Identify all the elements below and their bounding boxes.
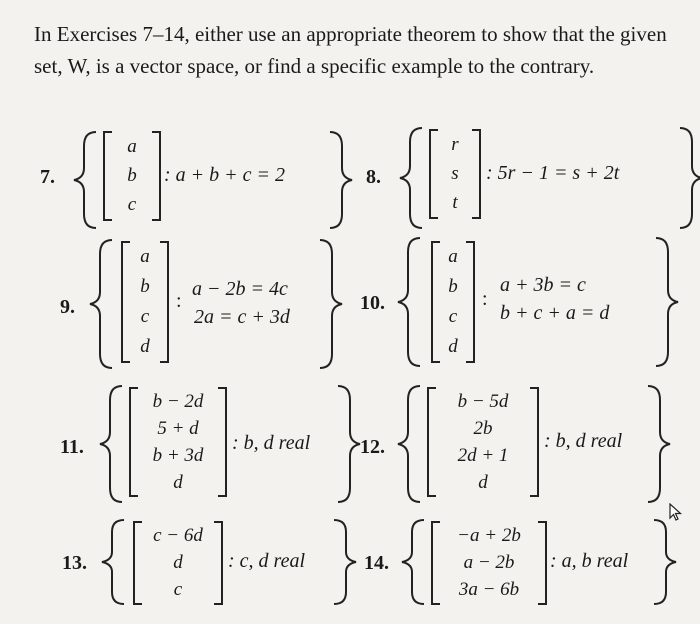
set-condition: 2a = c + 3d (194, 306, 290, 328)
column-vector (432, 522, 546, 604)
set-condition: a + 3b = c (500, 274, 586, 296)
mouse-pointer-icon (669, 503, 683, 521)
vector-entry: a (448, 246, 458, 267)
vector-entry: a − 2b (463, 551, 515, 573)
set-condition: : c, d real (228, 550, 306, 572)
exercise-number: 13. (62, 552, 87, 574)
vector-entry: a (127, 135, 137, 157)
colon: : (176, 290, 182, 312)
set-condition: b + c + a = d (500, 302, 610, 324)
vector-entry: c (448, 306, 458, 327)
vector-entry: t (452, 192, 458, 214)
vector-entry: d (173, 551, 183, 573)
vector-entry: c (173, 579, 183, 601)
vector-entry: −a + 2b (457, 524, 521, 546)
exercise-number: 12. (360, 436, 385, 458)
vector-entry: 5 + d (157, 417, 199, 439)
vector-entry: d (478, 471, 488, 493)
vector-entry: c − 6d (153, 524, 203, 546)
vector-entry: b (448, 276, 458, 297)
vector-entry: d (173, 471, 183, 493)
vector-entry: 2d + 1 (457, 444, 509, 466)
vector-entry: b (140, 276, 150, 297)
set-condition: a − 2b = 4c (192, 278, 288, 300)
exercise-number: 8. (366, 166, 381, 188)
vector-entry: c (127, 194, 137, 216)
vector-entry: a (140, 246, 150, 267)
vector-entry: b (127, 164, 137, 186)
vector-entry: d (448, 336, 458, 357)
set-condition: : b, d real (232, 432, 311, 454)
exercise-number: 10. (360, 292, 385, 314)
vector-entry: r (451, 133, 459, 155)
exercise-number: 11. (60, 436, 84, 458)
vector-entry: b − 2d (152, 390, 204, 412)
vector-entry: c (140, 306, 150, 327)
vector-entry: 2b (473, 417, 493, 439)
exercise-number: 9. (60, 296, 75, 318)
vector-entry: 3a − 6b (458, 579, 520, 601)
set-condition: : 5r − 1 = s + 2t (486, 162, 620, 184)
exercise-number: 14. (364, 552, 389, 574)
vector-entry: b + 3d (152, 444, 204, 466)
vector-entry: s (451, 162, 459, 184)
vector-entry: d (140, 336, 150, 357)
instructions-paragraph: In Exercises 7–14, either use an appropriate theorem to show that the given set, W, is a vector space, or find a specific example to the contrary. (34, 22, 667, 78)
exercise-number: 7. (40, 166, 55, 188)
colon: : (482, 288, 488, 310)
vector-entry: b − 5d (457, 390, 509, 412)
set-condition: : a, b real (550, 550, 629, 572)
set-condition: : a + b + c = 2 (164, 164, 286, 186)
set-condition: : b, d real (544, 430, 623, 452)
